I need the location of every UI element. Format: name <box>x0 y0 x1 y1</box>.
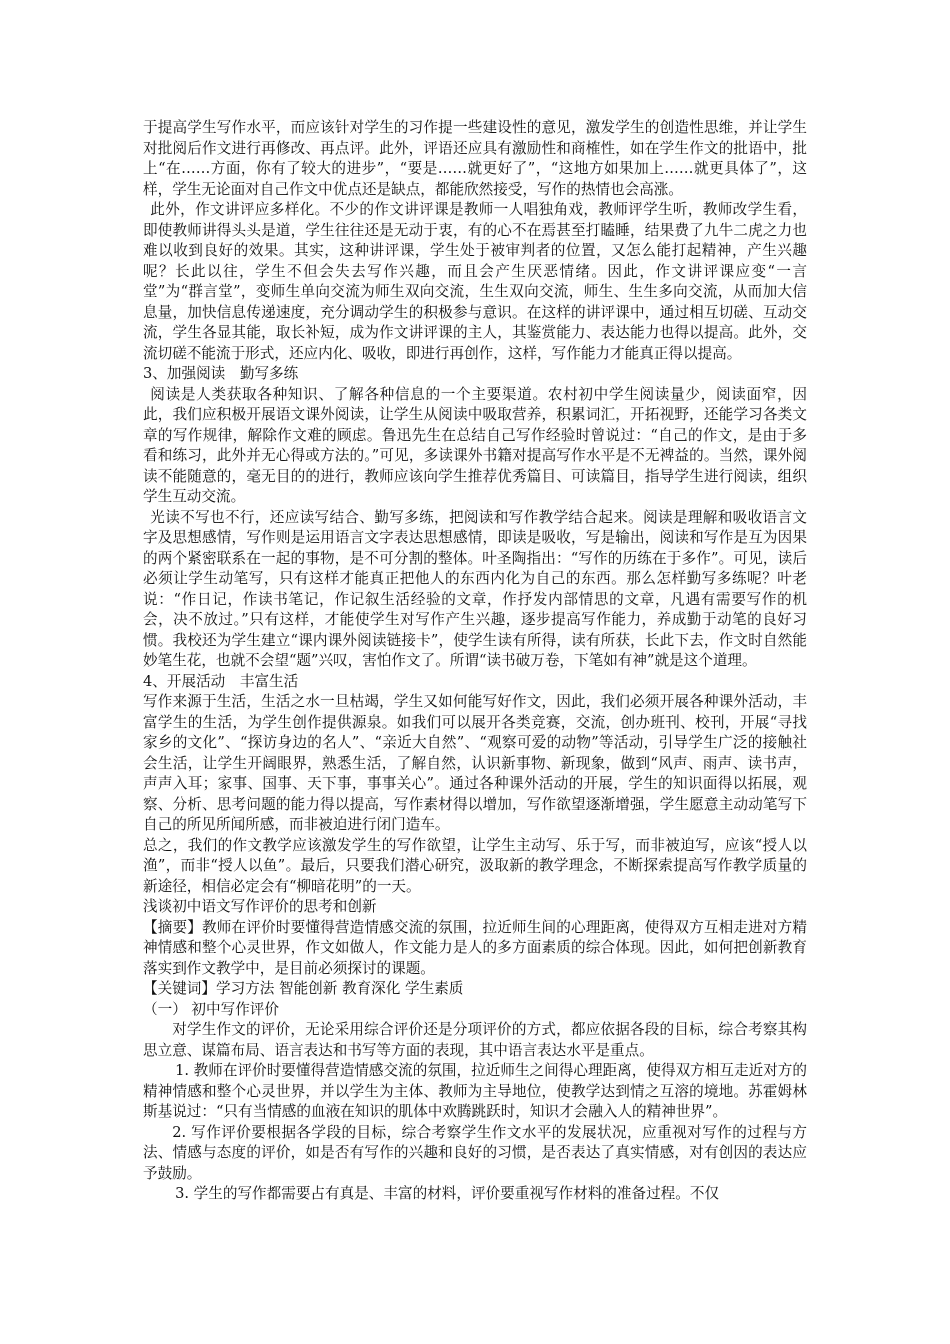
section-heading-evaluation: （一） 初中写作评价 <box>143 1000 279 1018</box>
paragraph-keywords: 【关键词】学习方法 智能创新 教育深化 学生素质 <box>143 980 464 997</box>
document-page <box>143 118 807 1205</box>
article-title: 浅谈初中语文写作评价的思考和创新 <box>143 898 377 915</box>
paragraph-comment-feedback: 于提高学生写作水平，而应该针对学生的习作提一些建设性的意见，激发学生的创造性思维，并让学生对批阅后作文进行再修改、再点评。此外，评语还应具有激励性和商榷性，如在学生作文的批语中，批上“在……方面，你有了较大的进步”，“要是……就更好了”，“这地方如果加上……就更具体了”，这样，学生无论面对自己作文中优点还是缺点，都能欣然接受，写作的热情也会高涨。 <box>143 119 807 198</box>
paragraph-activities: 写作来源于生活，生活之水一旦枯竭，学生又如何能写好作文，因此，我们必须开展各种课外活动，丰富学生的生活，为学生创作提供源泉。如我们可以展开各类竞赛，交流，创办班刊、校刊，开展“寻找家乡的文化”、“探访身边的名人”、“亲近大自然”、“观察可爱的动物”等活动，引导学生广泛的接触社会生活，让学生开阔眼界，熟悉生活，了解自然，认识新事物、新现象，做到“风声、雨声、读书声，声声入耳；家事、国事、天下事，事事关心”。通过各种课外活动的开展，学生的知识面得以拓展，观察、分析、思考问题的能力得以提高，写作素材得以增加，写作欲望逐渐增强，学生愿意主动动笔写下自己的所见所闻所感，而非被迫进行闭门造车。 <box>143 693 807 833</box>
paragraph-point-1: 1. 教师在评价时要懂得营造情感交流的氛围，拉近师生之间得心理距离，使得双方相互走近对方的精神情感和整个心灵世界，并以学生为主体、教师为主导地位，使教学达到情之互溶的境地。苏霍姆林斯基说过：“只有当情感的血液在知识的肌体中欢腾跳跃时，知识才会融入人的精神世界”。 <box>143 1062 807 1120</box>
paragraph-reading-channel: 阅读是人类获取各种知识、了解各种信息的一个主要渠道。农村初中学生阅读量少，阅读面窄，因此，我们应积极开展语文课外阅读，让学生从阅读中吸取营养，积累词汇，开拓视野，还能学习各类文章的写作规律，解除作文难的顾虑。鲁迅先生在总结自己写作经验时曾说过：“自己的作文，是由于多看和练习，此外并无心得或方法的。”可见，多读课外书籍对提高写作水平是不无裨益的。当然，课外阅读不能随意的，毫无目的的进行，教师应该向学生推荐优秀篇目、可读篇目，指导学生进行阅读，组织学生互动交流。 <box>143 385 807 505</box>
section-heading-activities: 4、开展活动 丰富生活 <box>143 672 299 690</box>
paragraph-abstract: 【摘要】教师在评价时要懂得营造情感交流的氛围，拉近师生间的心理距离，使得双方互相走进对方精神情感和整个心灵世界，作文如做人，作文能力是人的多方面素质的综合体现。因此，如何把创新教育落实到作文教学中，是目前必须探讨的课题。 <box>143 918 807 977</box>
paragraph-point-3: 3. 学生的写作都需要占有真是、丰富的材料，评价要重视写作材料的准备过程。不仅 <box>175 1185 720 1202</box>
section-heading-reading: 3、加强阅读 勤写多练 <box>143 365 299 382</box>
paragraph-point-2: 2. 写作评价要根据各学段的目标，综合考察学生作文水平的发展状况，应重视对写作的过程与方法、情感与态度的评价，如是否有写作的兴趣和良好的习惯，是否表达了真实情感，对有创因的表达应予鼓励。 <box>143 1123 807 1182</box>
paragraph-read-write-combine: 光读不写也不行，还应读写结合、勤写多练，把阅读和写作教学结合起来。阅读是理解和吸收语言文字及思想感情，写作则是运用语言文字表达思想感情，即读是吸收，写是输出，阅读和写作是互为因果的两个紧密联系在一起的事物，是不可分割的整体。叶圣陶指出：“写作的历练在于多作”。可见，读后必须让学生动笔写，只有这样才能真正把他人的东西内化为自己的东西。那么怎样勤写多练呢？叶老说：“作日记，作读书笔记，作记叙生活经验的文章，作抒发内部情思的文章，凡遇有需要写作的机会，决不放过。”只有这样，才能使学生对写作产生兴趣，逐步提高写作能力，养成勤于动笔的良好习惯。我校还为学生建立“课内课外阅读链接卡”，使学生读有所得，读有所获，长此下去，作文时自然能妙笔生花，也就不会望“题”兴叹，害怕作文了。所谓“读书破万卷，下笔如有神”就是这个道理。 <box>143 508 807 669</box>
paragraph-review-diversity: 此外，作文讲评应多样化。不少的作文讲评课是教师一人唱独角戏，教师评学生听，教师改学生看，即使教师讲得头头是道，学生往往还是无动于衷，有的心不在焉甚至打瞌睡，结果费了九牛二虎之力也难以收到良好的效果。其实，这种讲评课，学生处于被审判者的位置，又怎么能打起精神，产生兴趣呢？长此以往，学生不但会失去写作兴趣，而且会产生厌恶情绪。因此，作文讲评课应变“一言堂”为“群言堂”，变师生单向交流为师生双向交流，生生双向交流，师生、生生多向交流，从而加大信息量，加快信息传递速度，充分调动学生的积极参与意识。在这样的讲评课中，通过相互切磋、互动交流，学生各显其能，取长补短，成为作文讲评课的主人，其鉴赏能力、表达能力也得以提高。此外，交流切磋不能流于形式，还应内化、吸收，即进行再创作，这样，写作能力才能真正得以提高。 <box>143 201 807 362</box>
paragraph-conclusion: 总之，我们的作文教学应该激发学生的写作欲望，让学生主动写、乐于写，而非被迫写，应该“授人以渔”，而非“授人以鱼”。最后，只要我们潜心研究，汲取新的教学理念，不断探索提高写作教学质量的新途径，相信必定会有“柳暗花明”的一天。 <box>143 836 807 895</box>
paragraph-evaluation-intro: 对学生作文的评价，无论采用综合评价还是分项评价的方式，都应依据各段的目标，综合考察其构思立意、谋篇布局、语言表达和书写等方面的表现，其中语言表达水平是重点。 <box>143 1021 807 1059</box>
